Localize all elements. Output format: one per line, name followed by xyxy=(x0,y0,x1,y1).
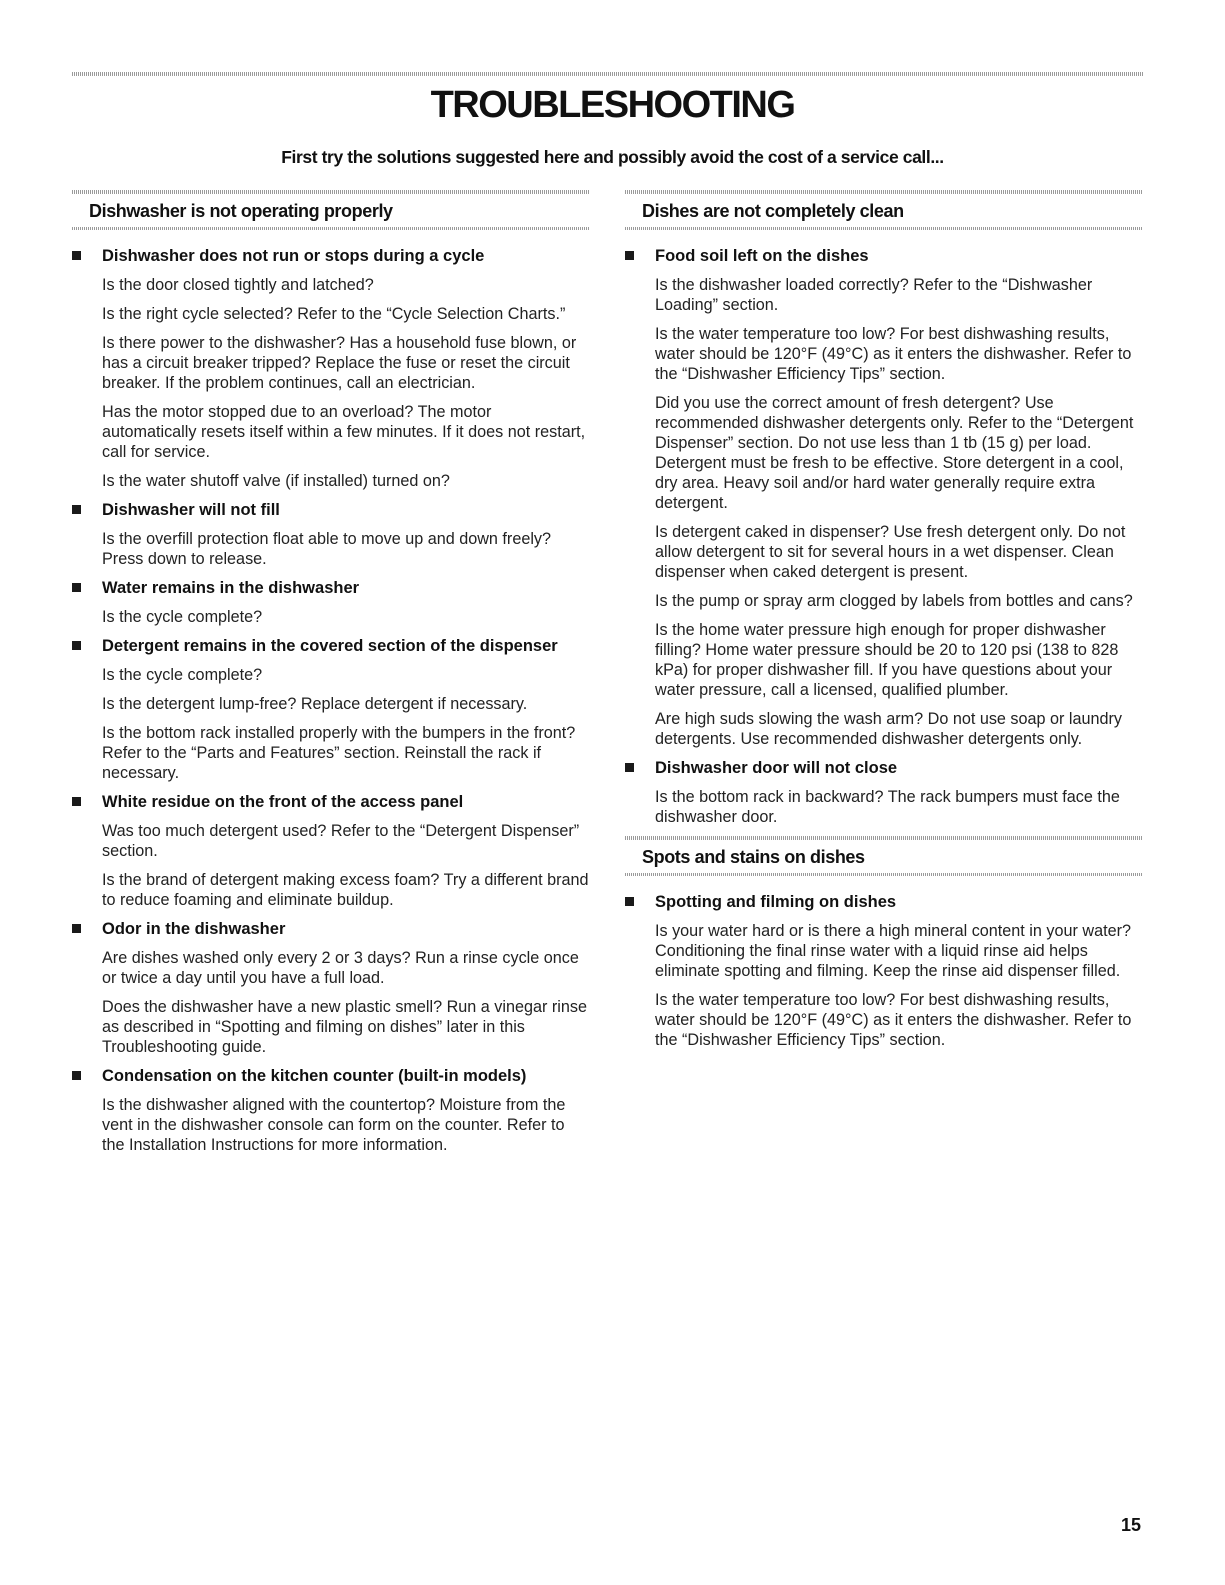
issue-title: Food soil left on the dishes xyxy=(655,247,869,265)
section-header-not-clean xyxy=(625,190,1143,230)
section-title: Dishes are not completely clean xyxy=(642,201,904,221)
issue-solution: Was too much detergent used? Refer to the “Detergent Dispenser” section. xyxy=(102,822,580,860)
issue-solution: Does the dishwasher have a new plastic smell? Run a vinegar rinse as described in “Spotting and filming on dishes” later in this Troubleshooting guide. xyxy=(102,998,587,1056)
square-bullet-icon xyxy=(72,924,81,933)
issue-solution: Are dishes washed only every 2 or 3 days? Run a rinse cycle once or twice a day until you have a full load. xyxy=(102,949,579,987)
left-column xyxy=(72,190,590,1164)
square-bullet-icon xyxy=(625,251,634,260)
section-title: Spots and stains on dishes xyxy=(642,847,865,867)
section-title: Dishwasher is not operating properly xyxy=(89,201,393,221)
section-divider xyxy=(625,227,1143,230)
issue-solution: Is the water temperature too low? For best dishwashing results, water should be 120°F (49°C) as it enters the dishwasher. Refer to the “Dishwasher Efficiency Tips” section. xyxy=(655,991,1132,1049)
issue-solution: Is the cycle complete? xyxy=(102,608,263,626)
issue-title: Dishwasher door will not close xyxy=(655,759,898,777)
square-bullet-icon xyxy=(72,797,81,806)
issue-solution: Has the motor stopped due to an overload? The motor automatically resets itself within a few minutes. If it does not restart, call for service. xyxy=(102,403,586,461)
issue-solution: Is the home water pressure high enough for proper dishwasher filling? Home water pressure should be 20 to 120 psi (138 to 828 kPa) for proper dishwasher fill. If you have questions about your water pressure, call a licensed, qualified plumber. xyxy=(655,621,1119,699)
issue-solution: Is detergent caked in dispenser? Use fresh detergent only. Do not allow detergent to sit for several hours in a wet dispenser. Clean dispenser when caked detergent is present. xyxy=(655,523,1126,581)
section-divider xyxy=(72,227,590,230)
issue-solution: Is the brand of detergent making excess foam? Try a different brand to reduce foaming and eliminate buildup. xyxy=(102,871,589,909)
square-bullet-icon xyxy=(72,1071,81,1080)
issue-item xyxy=(72,636,590,783)
issue-title: Spotting and filming on dishes xyxy=(655,893,897,911)
issue-list xyxy=(625,246,1143,827)
section-divider xyxy=(72,190,590,194)
square-bullet-icon xyxy=(625,763,634,772)
issue-item xyxy=(625,758,1143,827)
issue-title: Condensation on the kitchen counter (built-in models) xyxy=(102,1067,527,1085)
square-bullet-icon xyxy=(625,897,634,906)
issue-solution: Is the door closed tightly and latched? xyxy=(102,276,374,294)
issue-solution: Is the dishwasher aligned with the countertop? Moisture from the vent in the dishwasher console can form on the counter. Refer to the Installation Instructions for more information. xyxy=(102,1096,566,1154)
issue-title: Detergent remains in the covered section of the dispenser xyxy=(102,637,558,655)
issue-solution: Is the cycle complete? xyxy=(102,666,263,684)
square-bullet-icon xyxy=(72,583,81,592)
page-number: 15 xyxy=(1120,1515,1141,1535)
section-header-spots xyxy=(625,836,1143,876)
issue-item xyxy=(625,246,1143,749)
issue-solution: Is your water hard or is there a high mineral content in your water? Conditioning the final rinse water with a liquid rinse aid helps eliminate spotting and filming. Keep the rinse aid dispenser filled. xyxy=(655,922,1131,980)
issue-title: White residue on the front of the access panel xyxy=(102,793,464,811)
page-subtitle: First try the solutions suggested here and possibly avoid the cost of a service call... xyxy=(281,147,944,167)
section-header-not-operating xyxy=(72,190,590,230)
issue-item xyxy=(72,578,590,627)
issue-title: Odor in the dishwasher xyxy=(102,920,286,938)
issue-solution: Is the water shutoff valve (if installed) turned on? xyxy=(102,472,450,490)
issue-solution: Is the water temperature too low? For best dishwashing results, water should be 120°F (49°C) as it enters the dishwasher. Refer to the “Dishwasher Efficiency Tips” section. xyxy=(655,325,1132,383)
right-column xyxy=(625,190,1143,1059)
issue-item xyxy=(72,246,590,491)
section-divider xyxy=(625,836,1143,840)
page-title: TROUBLESHOOTING xyxy=(430,84,795,126)
issue-solution: Did you use the correct amount of fresh detergent? Use recommended dishwasher detergents only. Refer to the “Detergent Dispenser” section. Do not use less than 1 tb (15 g) per load. Detergent must be fresh to be effective. Store detergent in a cool, dry area. Heavy soil and/or hard water generally require extra detergent. xyxy=(655,394,1134,512)
issue-solution: Is the bottom rack installed properly with the bumpers in the front? Refer to the “Parts and Features” section. Reinstall the rack if necessary. xyxy=(102,724,576,782)
issue-title: Water remains in the dishwasher xyxy=(102,579,360,597)
issue-solution: Is the right cycle selected? Refer to the “Cycle Selection Charts.” xyxy=(102,305,566,323)
issue-solution: Is there power to the dishwasher? Has a household fuse blown, or has a circuit breaker tripped? Replace the fuse or reset the circuit breaker. If the problem continues, call an electrician. xyxy=(102,334,577,392)
issue-list xyxy=(72,246,590,1155)
issue-item xyxy=(72,792,590,910)
issue-solution: Is the bottom rack in backward? The rack bumpers must face the dishwasher door. xyxy=(655,788,1120,826)
square-bullet-icon xyxy=(72,251,81,260)
issue-item xyxy=(625,892,1143,1050)
section-divider xyxy=(625,873,1143,876)
issue-item xyxy=(72,1066,590,1155)
issue-item xyxy=(72,919,590,1057)
section-divider xyxy=(625,190,1143,194)
issue-solution: Is the dishwasher loaded correctly? Refer to the “Dishwasher Loading” section. xyxy=(655,276,1093,314)
issue-list xyxy=(625,892,1143,1050)
issue-item xyxy=(72,500,590,569)
issue-solution: Are high suds slowing the wash arm? Do not use soap or laundry detergents. Use recommended dishwasher detergents only. xyxy=(655,710,1122,748)
issue-title: Dishwasher does not run or stops during a cycle xyxy=(102,247,485,265)
issue-solution: Is the detergent lump-free? Replace detergent if necessary. xyxy=(102,695,528,713)
issue-title: Dishwasher will not fill xyxy=(102,501,280,519)
issue-solution: Is the overfill protection float able to move up and down freely? Press down to release. xyxy=(102,530,552,568)
square-bullet-icon xyxy=(72,641,81,650)
top-divider xyxy=(72,72,1143,76)
issue-solution: Is the pump or spray arm clogged by labels from bottles and cans? xyxy=(655,592,1133,610)
square-bullet-icon xyxy=(72,505,81,514)
